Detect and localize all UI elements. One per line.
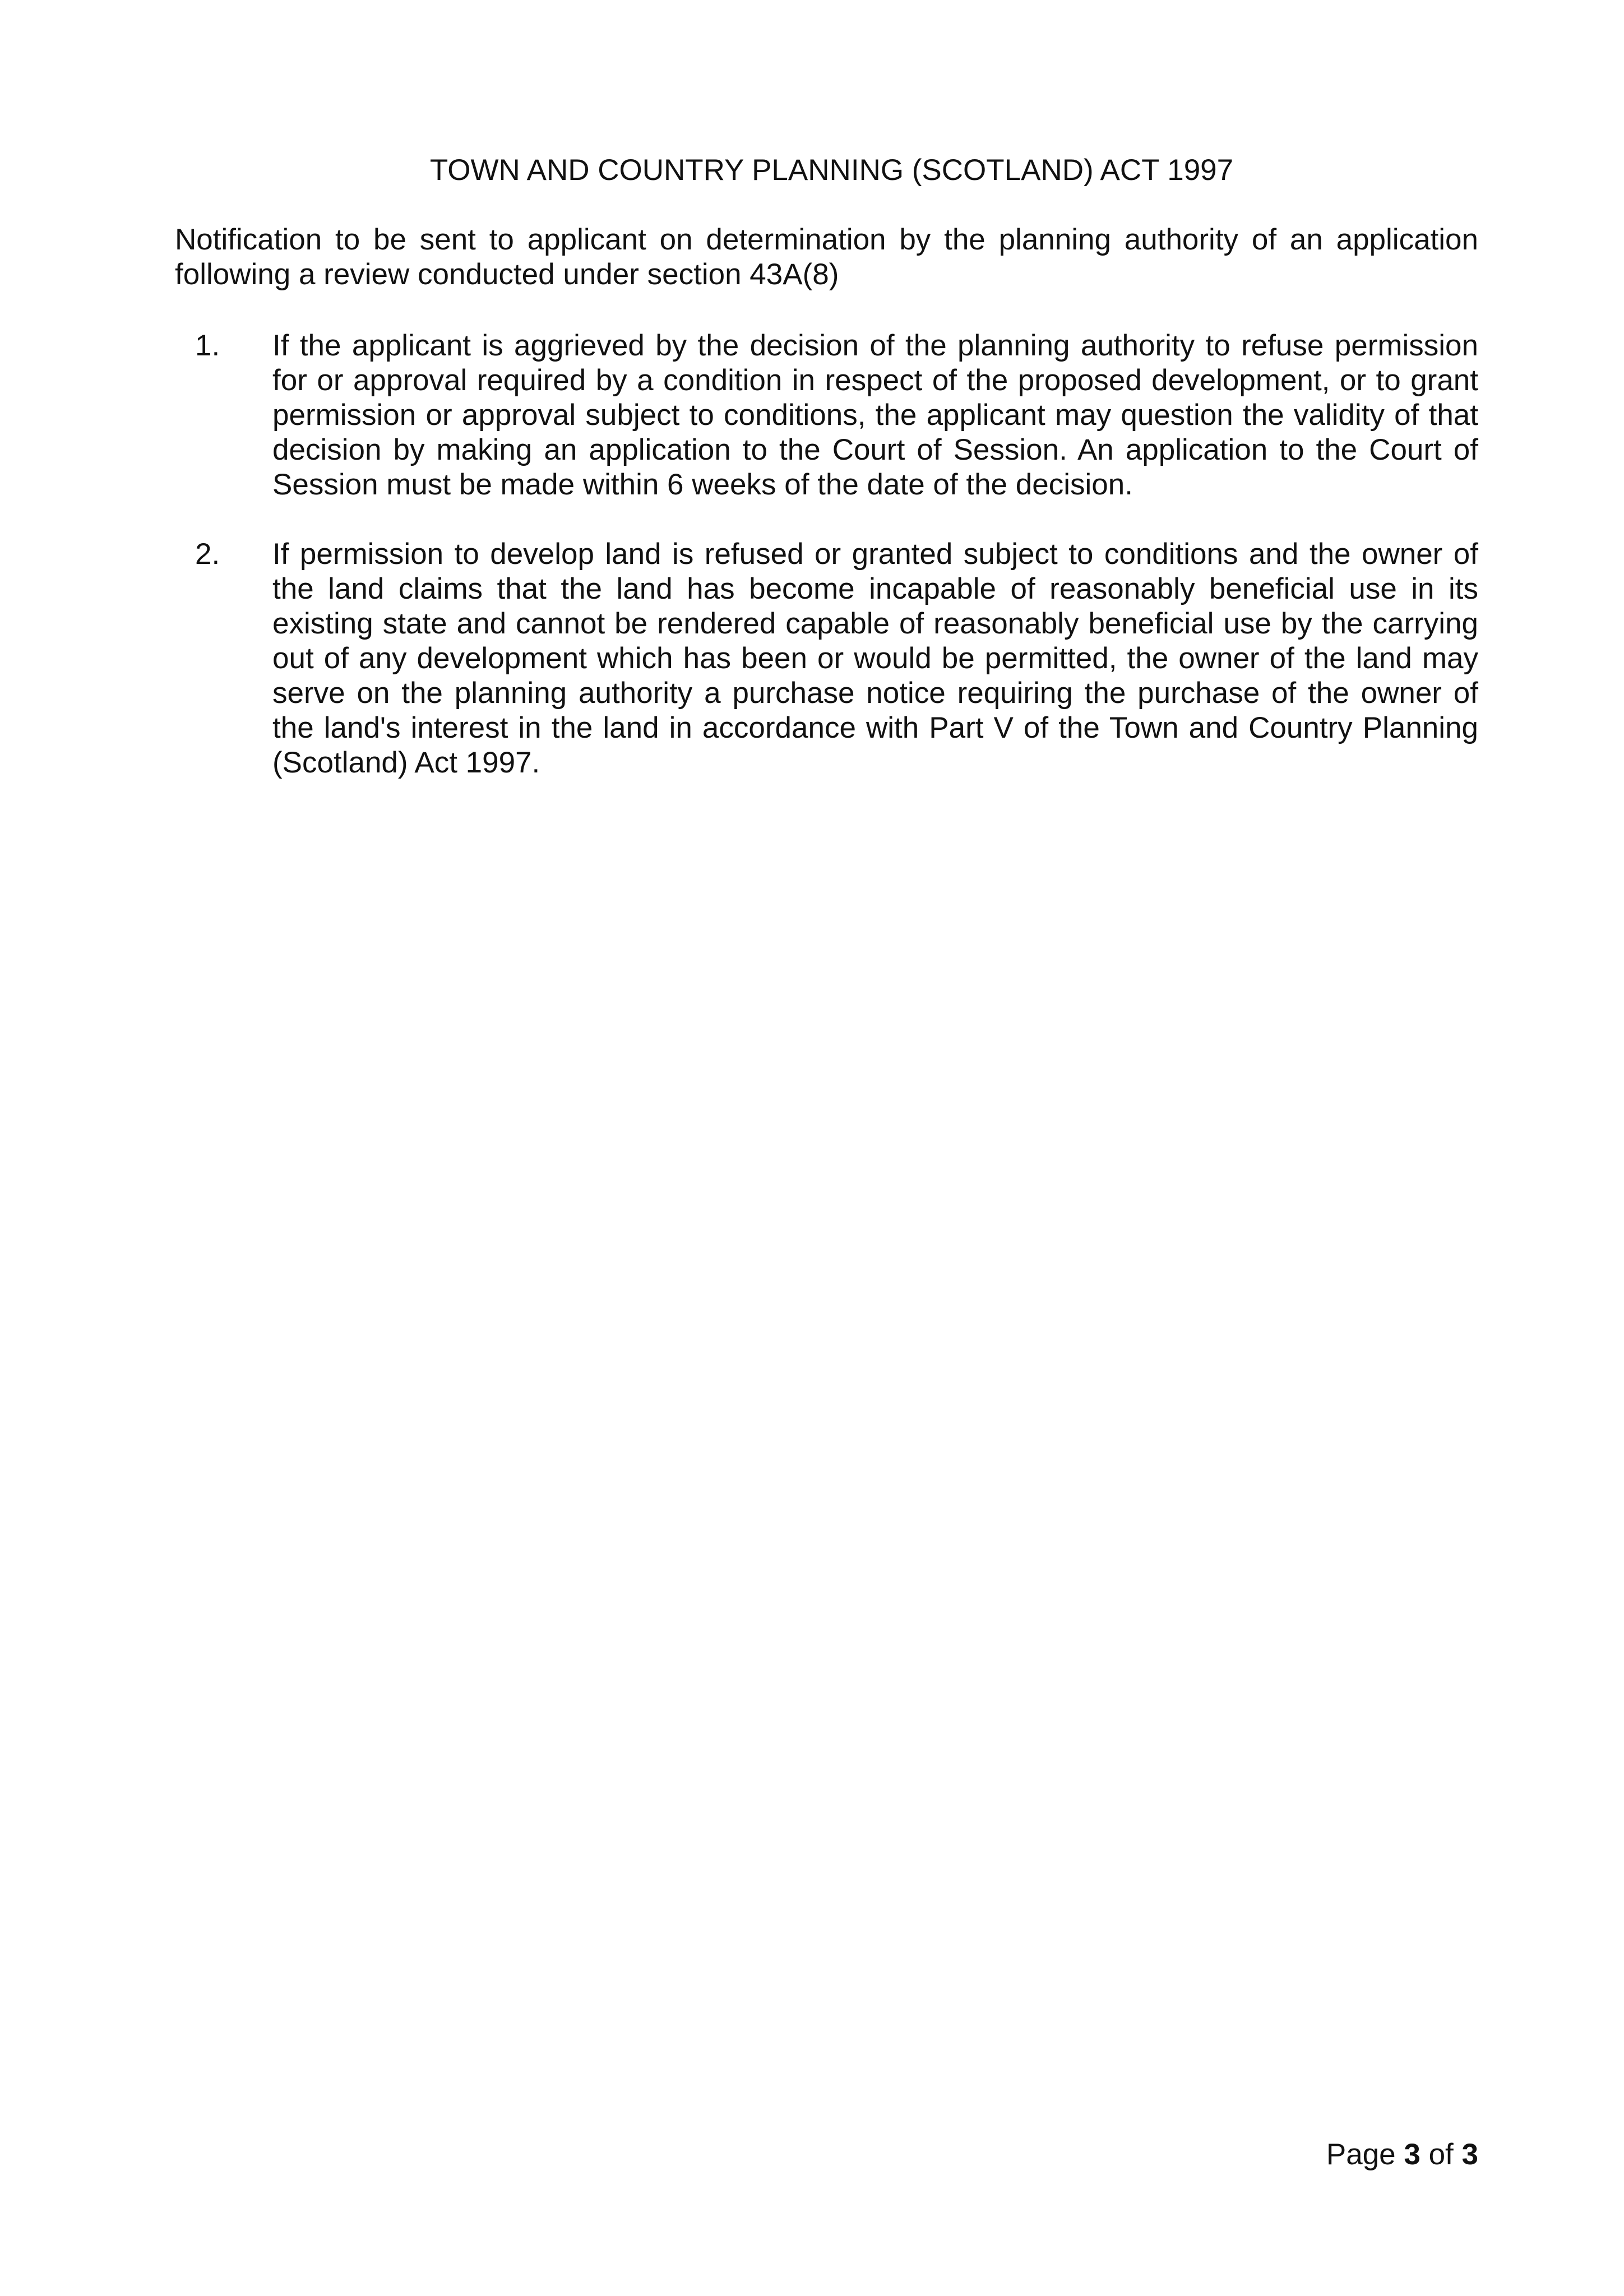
note-text: If permission to develop land is refused or granted subject to conditions and the owner of the land claims that the land has become incapable of reasonably beneficial use in its existing state and cannot be rendered capable of reasonably beneficial use by the carrying out of any development which has been or would be permitted, the owner of the land may serve on the planning authority a purchase notice requiring the purchase of the owner of the land's interest in the land in accordance with Part V of the Town and Country Planning (Scotland) Act 1997.	[272, 538, 1478, 779]
of-label: of	[1428, 2138, 1454, 2171]
note-text: If the applicant is aggrieved by the decision of the planning authority to refuse permission for or approval required by a condition in respect of the proposed development, or to grant permission or approval subject to conditions, the applicant may question the validity of that decision by making an application to the Court of Session. An application to the Court of Session must be made within 6 weeks of the date of the decision.	[272, 329, 1478, 501]
page-label: Page	[1326, 2138, 1396, 2171]
note-item	[175, 537, 1478, 780]
note-number: 2.	[195, 538, 220, 571]
notes-list	[175, 328, 1478, 815]
current-page-number: 3	[1404, 2138, 1421, 2171]
note-number: 1.	[195, 329, 220, 362]
page-number-footer	[1326, 2137, 1478, 2173]
note-item	[175, 328, 1478, 502]
intro-paragraph: Notification to be sent to applicant on determination by the planning authority of an application following a review conducted under section 43A(8)	[175, 223, 1478, 291]
total-pages-number: 3	[1461, 2138, 1478, 2171]
document-heading: TOWN AND COUNTRY PLANNING (SCOTLAND) ACT 1997	[429, 154, 1234, 187]
